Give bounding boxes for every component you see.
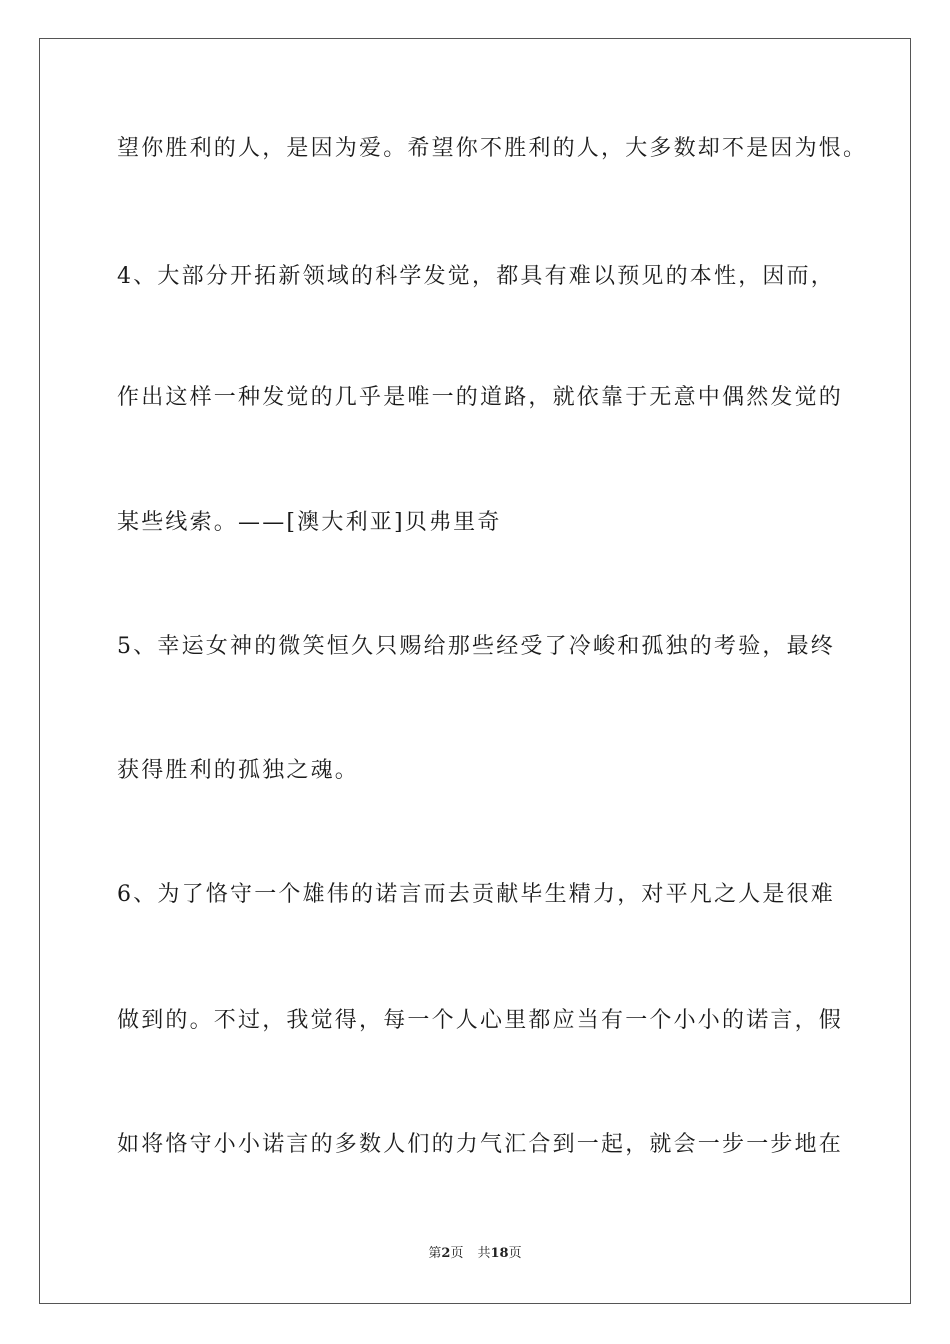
page-suffix: 页 <box>450 1246 464 1261</box>
total-pages: 18 <box>490 1246 509 1261</box>
page-border <box>39 38 911 1304</box>
text-line-4: 某些线索。——[澳大利亚]贝弗里奇 <box>117 510 502 535</box>
text-line-9: 如将恪守小小诺言的多数人们的力气汇合到一起，就会一步一步地在 <box>117 1132 844 1157</box>
text-line-8: 做到的。不过，我觉得，每一个人心里都应当有一个小小的诺言，假 <box>117 1008 844 1033</box>
text-line-5: 5、幸运女神的微笑恒久只赐给那些经受了冷峻和孤独的考验，最终 <box>117 634 835 659</box>
text-line-2: 4、大部分开拓新领域的科学发觉，都具有难以预见的本性，因而， <box>117 264 835 289</box>
page-number: 2 <box>441 1246 451 1261</box>
total-suffix: 页 <box>508 1246 522 1261</box>
text-line-1: 望你胜利的人，是因为爱。希望你不胜利的人，大多数却不是因为恨。 <box>117 136 868 161</box>
page-prefix: 第 <box>428 1246 442 1261</box>
total-prefix: 共 <box>477 1246 491 1261</box>
text-line-6: 获得胜利的孤独之魂。 <box>117 758 360 783</box>
text-line-3: 作出这样一种发觉的几乎是唯一的道路，就依靠于无意中偶然发觉的 <box>117 385 844 410</box>
page-footer <box>0 1245 950 1263</box>
text-line-7: 6、为了恪守一个雄伟的诺言而去贡献毕生精力，对平凡之人是很难 <box>117 882 835 907</box>
